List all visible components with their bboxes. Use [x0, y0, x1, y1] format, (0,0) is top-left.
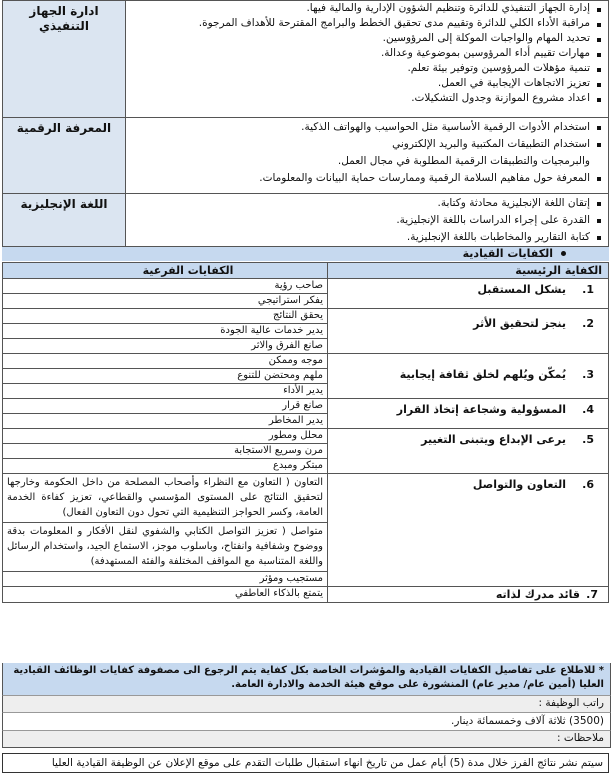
competency-name: ينجز لتحقيق الأثر	[473, 317, 566, 330]
sub-item: موجه وممكن	[3, 354, 327, 369]
main-competency	[328, 279, 609, 309]
competency-matrix-note: * للاطلاع على تفاصيل الكفايات القيادية والمؤشرات الخاصة بكل كفاية يتم الرجوع الى مصفوفة كفايات الوظائف القيادية العليا (أمين عام/ مدير عام) المنشورة على موقع هيئة الخدمة والادارة العامة.	[2, 663, 611, 695]
salary-value: (3500) ثلاثة آلاف وخمسمائة دينار.	[2, 712, 611, 730]
competency-table	[2, 262, 609, 603]
list-item: والبرمجيات والتطبيقات الرقمية المطلوبة في مجال العمل.	[337, 155, 590, 167]
row-number: 1.	[582, 283, 594, 296]
list-item: مراقبة الأداء الكلي للدائرة وتقييم مدى تحقيق الخطط والبرامج المقترحة للأهداف المرجوة.	[130, 16, 590, 31]
list-item: إتقان اللغة الإنجليزية محادثة وكتابة.	[130, 195, 590, 212]
results-notice: سيتم نشر نتائج الفرز خلال مدة (5) أيام عمل من تاريخ انهاء استقبال طلبات التقدم على موقع الإعلان عن الوظيفة القيادية العليا	[2, 753, 609, 773]
list-item: كتابة التقارير والمخاطبات باللغة الإنجليزية.	[130, 229, 590, 246]
list-item: القدرة على إجراء الدراسات باللغة الإنجليزية.	[130, 212, 590, 229]
sub-item: صانع الفرق والاثر	[251, 340, 323, 351]
salary-label: راتب الوظيفة :	[2, 695, 611, 712]
sub-item: يفكر استراتيجي	[257, 295, 323, 306]
leadership-heading: الكفايات القيادية	[462, 247, 553, 260]
main-competency	[328, 399, 609, 429]
list-item: استخدام التطبيقات المكتبية والبريد الإلكتروني	[130, 136, 590, 153]
list-item: تحديد المهام والواجبات الموكلة إلى المرؤوسين.	[130, 31, 590, 46]
competency-name: يرعى الإبداع ويتبنى التغيير	[421, 433, 566, 446]
section-items	[126, 1, 609, 118]
table-row	[3, 309, 609, 354]
list-item: اعداد مشروع الموازنة وجدول التشكيلات.	[130, 91, 590, 106]
section-title: المعرفة الرقمية	[3, 118, 126, 194]
table-row	[3, 399, 609, 429]
competency-name: يشكل المستقبل	[477, 283, 566, 296]
row-number: 3.	[582, 368, 594, 381]
col-main-header: الكفاية الرئيسية	[328, 263, 609, 279]
col-sub-header: الكفايات الفرعية	[3, 263, 328, 279]
sub-item: صاحب رؤية	[3, 279, 327, 294]
section-items	[126, 118, 609, 194]
list-item: إدارة الجهاز التنفيذي للدائرة وتنظيم الشؤون الإدارية والمالية فيها.	[130, 1, 590, 16]
main-competency	[328, 309, 609, 354]
sub-item: ملهم ومحتضن للتنوع	[3, 369, 327, 384]
competency-name: يُمكّن ويُلهم لخلق ثقافة إيجابية	[399, 368, 566, 381]
main-competency	[328, 474, 609, 587]
section-title: اللغة الإنجليزية	[3, 194, 126, 247]
sub-competencies	[3, 587, 328, 603]
remarks-label: ملاحظات :	[2, 730, 611, 748]
section-english	[3, 194, 609, 247]
bullet-icon	[561, 251, 566, 256]
collaboration-description: التعاون ( التعاون مع النظراء وأصحاب المصلحة من داخل الحكومة وخارجها لتحقيق النتائج على المستوى المؤسسي والقطاعي، تعزيز كفاءة الخدمة العامة، وكسر الحواجز التنظيمية التي تحول دون التعاون الفعال)	[3, 474, 327, 523]
sub-item: يتمتع بالذكاء العاطفي	[235, 588, 323, 599]
table-row	[3, 474, 609, 587]
sub-competencies	[3, 399, 328, 429]
sub-competencies	[3, 309, 328, 354]
sub-item: يحقق النتائج	[3, 309, 327, 324]
row-number: 6.	[582, 478, 594, 491]
sub-item: يدير المخاطر	[268, 415, 323, 426]
sub-competencies	[3, 354, 328, 399]
section-digital	[3, 118, 609, 194]
main-competency	[328, 354, 609, 399]
table-row	[3, 279, 609, 309]
communication-description: متواصل ( تعزيز التواصل الكتابي والشفوي لنقل الأفكار و المعلومات بدقة ووضوح وشفافية وانفتاح، وباسلوب موجز، الاستماع الجيد، واستخدام الرسائل واللغة المتناسبة مع المواقف المختلفة والفئة المستهدفة)	[3, 523, 327, 572]
main-competency	[328, 429, 609, 474]
list-item: مهارات تقييم أداء المرؤوسين بموضوعية وعدالة.	[130, 46, 590, 61]
table-row	[3, 354, 609, 399]
requirements-table	[2, 0, 609, 247]
section-title: ادارة الجهاز التنفيذي	[3, 1, 126, 118]
sub-item: صانع قرار	[3, 399, 327, 414]
section-executive	[3, 1, 609, 118]
sub-competencies	[3, 474, 328, 587]
table-header	[3, 263, 609, 279]
sub-item: يدير الأداء	[283, 385, 323, 396]
sub-competencies	[3, 429, 328, 474]
competency-name: التعاون والتواصل	[472, 478, 566, 491]
row-number: 7.	[586, 588, 598, 601]
list-item: المعرفة حول مفاهيم السلامة الرقمية وممارسات حماية البيانات والمعلومات.	[130, 170, 590, 187]
table-row	[3, 429, 609, 474]
main-competency	[328, 587, 609, 603]
section-items	[126, 194, 609, 247]
row-number: 2.	[582, 317, 594, 330]
sub-competencies	[3, 279, 328, 309]
sub-item: مرن وسريع الاستجابة	[3, 444, 327, 459]
list-item: استخدام الأدوات الرقمية الأساسية مثل الحواسيب والهواتف الذكية.	[130, 119, 590, 136]
sub-item: مستجيب ومؤثر	[259, 573, 323, 584]
sub-item: مبتكر ومبدع	[272, 460, 323, 471]
competency-name: المسؤولية وشجاعة إتخاذ القرار	[396, 403, 566, 416]
table-row	[3, 587, 609, 603]
row-number: 5.	[582, 433, 594, 446]
leadership-heading-bar	[2, 247, 609, 261]
list-item: تعزيز الاتجاهات الإيجابية في العمل.	[130, 76, 590, 91]
sub-item: محلل ومطور	[3, 429, 327, 444]
competency-name: قائد مدرك لذاته	[495, 588, 580, 601]
row-number: 4.	[582, 403, 594, 416]
sub-item: يدير خدمات عالية الجودة	[3, 324, 327, 339]
list-item: تنمية مؤهلات المرؤوسين وتوفير بيئة تعلم.	[130, 61, 590, 76]
